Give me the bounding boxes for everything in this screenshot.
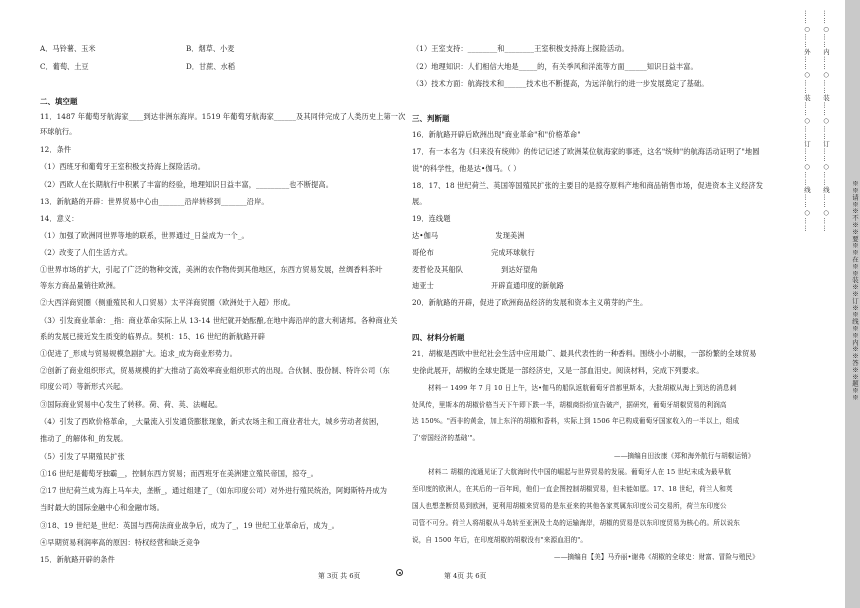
question-line: 18．17、18 世纪荷兰、英国等国殖民扩张的主要目的是掠夺原料产地和商品销售市场，促进资本主义经济发: [412, 181, 764, 190]
page-number-right: 第 4页 共 6页: [444, 572, 487, 580]
question-line: 21．胡椒是西欧中世纪社会生活中应用最广、最具代表性的一种香料。围绕小小胡椒，一部纷繁的全球贸易: [412, 349, 757, 358]
question-line: 当时最大的国际金融中心和金融市场。: [40, 503, 164, 512]
question-line: 印度公司）等新形式兴起。: [40, 382, 128, 391]
question-line: 说"的科学性，他是达•伽马。（ ）: [412, 164, 521, 173]
binding-notice: ※※请※※不※※要※※在※※装※※订※※线※※内※※答※※题※※: [851, 180, 859, 401]
question-line: 12．条件: [40, 145, 72, 154]
question-line: （3）引发商业革命：_指：商业革命实际上从 13-14 世纪就开始酝酿,在地中海沿岸的意大利诸邦。各种商业关: [40, 316, 398, 325]
material-line: 处风传，里斯本的胡椒价格当天下午即下跌一半，胡椒商纷纷宣告破产，据研究，葡萄牙胡椒贸易的利润高: [412, 401, 727, 409]
material-line: 说，自 1500 年后，在印度胡椒的胡椒没有"来源血泪的"。: [412, 536, 588, 544]
question-line: 11．1487 年葡萄牙航海家____到达非洲东海岸。1519 年葡萄牙航海家______及其同伴完成了人类历史上第一次: [40, 112, 406, 121]
question-line: ①促进了_形成与贸易规模急剧扩大。追求_成为商业形势力。: [40, 349, 237, 358]
question-line: 系的发展已接近发生质变的临界点。契机：15、16 世纪的新航路开辟: [40, 332, 266, 341]
question-line: 展。: [412, 197, 427, 206]
left-page: [0, 0, 406, 608]
matching-row: 迪亚士 开辟直通印度的新航路: [412, 281, 564, 290]
option-a: A．马铃薯、玉米: [40, 44, 96, 53]
question-line: 环球航行。: [40, 127, 77, 136]
question-line: （2）西欧人在长期航行中积累了丰富的经验，地理知识日益丰富，_________也不断提高。: [40, 180, 333, 189]
material-line: 司管不可分。荷兰人将胡椒从斗岛转至亚洲及土岛的运输海岸，胡椒的贸易是以东印度贸易为核心的。所以说东: [412, 519, 740, 527]
question-line: ②创新了商业组织形式，贸易规模的扩大推动了高效率商业组织形式的出现。合伙制、股份制、特许公司（东: [40, 366, 390, 375]
question-line: ②17 世纪荷兰成为海上马车夫，垄断_，通过组建了_（如东印度公司）对外进行殖民统治，阿姆斯特丹成为: [40, 486, 388, 495]
question-line: （2）地理知识：人们相信大地是_____的，有关季风和洋流等方面______知识日益丰富。: [412, 62, 698, 71]
material-source: ——摘编自田汝康《郑和海外航行与胡椒运销》: [614, 452, 755, 460]
binding-inner-text: ……○……内……○……装……○……订……○……线……○……: [822, 10, 830, 233]
option-c: C．葡萄、土豆: [40, 62, 89, 71]
question-line: 17．有一本名为《归来没有统帅》的传记记述了欧洲某位航海家的事迹，这名"统帅"的航海活动证明了"地圆: [412, 147, 760, 156]
question-line: （4）引发了西欧价格革命，_大量流入引发通货膨胀现象，新式农场主和工商业者壮大，城乡劳动者贫困，: [40, 417, 384, 426]
question-line: 13．新航路的开辟：世界贸易中心由_______沿岸转移到_______沿岸。: [40, 197, 269, 206]
material-line: 国人也想垄断贸易到欧洲，更利用胡椒来贸易的是东亚来的其他各家英属东印度公司交易所，荷兰东印度公: [412, 502, 727, 510]
section-heading-fill-in: 二、填空题: [40, 97, 78, 106]
binding-outer-text: ……○……外……○……装……○……订……○……线……○……: [803, 10, 811, 233]
binding-margin: [805, 0, 860, 608]
question-line: 19．连线题: [412, 214, 451, 223]
material-source: ——摘编自【美】马乔丽•谢弗《胡椒的全球史：财富、冒险与殖民》: [554, 553, 759, 561]
question-line: 20．新航路的开辟，促进了欧洲商品经济的发展和资本主义萌芽的产生。: [412, 298, 648, 307]
question-line: 等东方商品量销往欧洲。: [40, 281, 121, 290]
question-line: （2）改变了人们生活方式。: [40, 248, 133, 257]
material-line: 达 150%。"西非的黄金，加上东洋的胡椒和香料，实际上到 1506 年已构成葡萄牙国家收入的一半以上，组成: [412, 417, 740, 425]
question-line: （5）引发了早期殖民扩张: [40, 452, 125, 461]
option-d: D．甘蔗、水稻: [186, 62, 235, 71]
question-line: ②大西洋商贸圈（侧重殖民和人口贸易）太平洋商贸圈（欧洲处于入超）形成。: [40, 298, 296, 307]
right-page: [404, 0, 804, 608]
material-line: 材料一 1499 年 7 月 10 日上午，达•伽马的船队返航葡萄牙首都里斯本，大批胡椒从海上到达的消息刺: [428, 384, 737, 392]
question-line: ①世界市场的扩大，引起了广泛的物种交流，美洲的农作物传到其他地区，东西方贸易发展，丝绸香料茶叶: [40, 265, 383, 274]
section-heading-judgement: 三、判断题: [412, 114, 450, 123]
material-line: 材料二 胡椒的流通见证了大航海时代中国的崛起与世界贸易的发展。葡萄牙人在 15 世纪末成为最早航: [428, 468, 732, 476]
question-line: ③国际商业贸易中心发生了转移。荷、荷、英、法崛起。: [40, 400, 223, 409]
option-b: B．烟草、小麦: [186, 44, 235, 53]
section-heading-analysis: 四、材料分析题: [412, 333, 465, 342]
question-line: ④早期贸易利润率高的原因：特权经营和缺乏竞争: [40, 538, 201, 547]
question-line: 史徐此展开，胡椒的全球史既是一部经济史，又是一部血泪史。阅读材料，完成下列要求。: [412, 366, 704, 375]
material-line: 了'帝国经济的基础'"。: [412, 434, 480, 442]
question-line: （1）西班牙和葡萄牙王室积极支持海上探险活动。: [40, 162, 206, 171]
question-line: 15．新航路开辟的条件: [40, 555, 115, 564]
question-line: （1）王室支持：________和________王室积极支持海上探险活动。: [412, 44, 629, 53]
question-line: ①16 世纪是葡萄牙独霸__，控制东西方贸易；而西班牙在美洲建立殖民帝国，掠夺_。: [40, 469, 318, 478]
center-circle-icon: [396, 569, 403, 576]
question-line: 推动了_的解体和_的发展。: [40, 434, 128, 443]
question-line: ③18、19 世纪是_世纪：英国与西荷法商业战争后，成为了_，19 世纪工业革命后，成为_。: [40, 521, 339, 530]
page-number-left: 第 3页 共 6页: [318, 572, 361, 580]
question-line: 16．新航路开辟后欧洲出现"商业革命"和"价格革命": [412, 130, 581, 139]
matching-row: 哥伦布 完成环球航行: [412, 248, 535, 257]
question-line: （1）加强了欧洲同世界等地的联系，世界通过_日益成为一个_。: [40, 231, 249, 240]
matching-row: 达•伽马 发现美洲: [412, 231, 525, 240]
question-line: 14．意义：: [40, 214, 79, 223]
material-line: 至印度的欧洲人，在其后的一百年间，他们一直企图控制胡椒贸易，但未能如愿。17、18 世纪，荷兰人和英: [412, 485, 733, 493]
matching-row: 麦哲伦及其船队 到达好望角: [412, 265, 538, 274]
question-line: （3）技术方面：航海技术和______技术也不断提高，为远洋航行的进一步发展奠定了基础。: [412, 79, 709, 88]
